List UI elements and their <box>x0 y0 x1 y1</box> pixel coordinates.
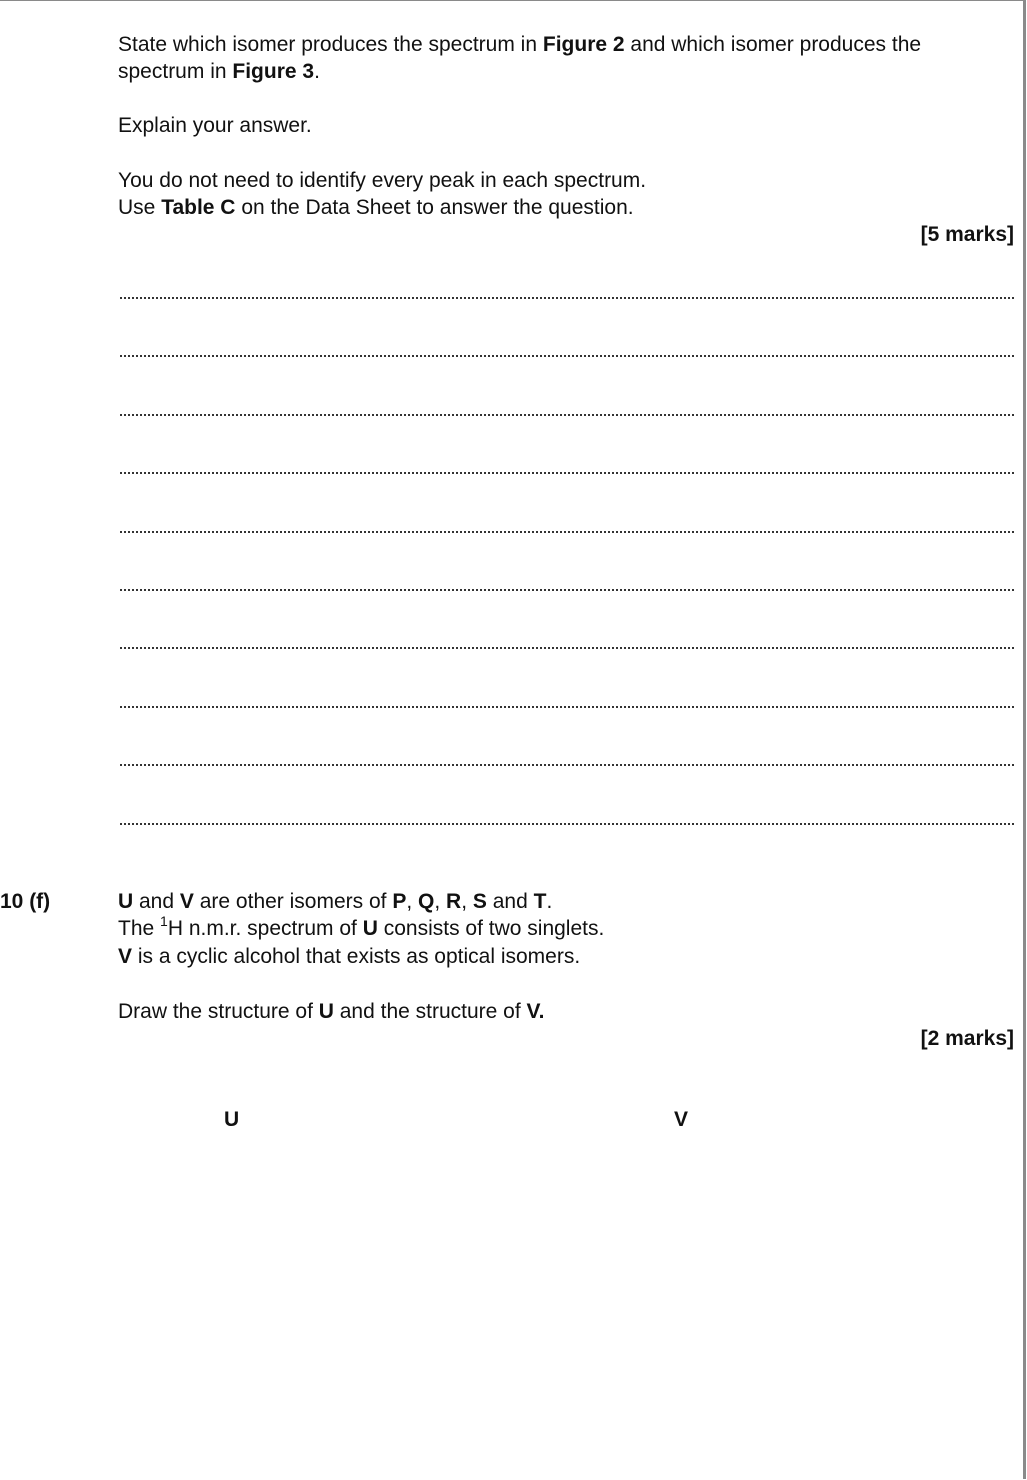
instruction-line-2: spectrum in Figure 3. <box>118 60 320 83</box>
answer-line[interactable] <box>120 355 1014 357</box>
draw-instruction: Draw the structure of U and the structure of V. <box>118 1000 545 1023</box>
marks-2: [2 marks] <box>920 1027 1014 1050</box>
explain-instruction: Explain your answer. <box>118 114 312 137</box>
answer-line[interactable] <box>120 531 1014 533</box>
cyclic-alcohol-statement: V is a cyclic alcohol that exists as optical isomers. <box>118 945 581 968</box>
answer-line[interactable] <box>120 706 1014 708</box>
marks-5: [5 marks] <box>920 223 1014 246</box>
isomers-statement: U and V are other isomers of P, Q, R, S and T. <box>118 890 553 913</box>
answer-line[interactable] <box>120 414 1014 416</box>
answer-line[interactable] <box>120 823 1014 825</box>
data-sheet-note: Use Table C on the Data Sheet to answer the question. <box>118 196 634 219</box>
answer-line[interactable] <box>120 589 1014 591</box>
structure-u-drawing-area[interactable] <box>118 1140 548 1460</box>
nmr-statement: The $^1$H n.m.r. spectrum of U consists of two singlets. <box>118 913 605 940</box>
label-u: U <box>224 1108 240 1131</box>
question-number: 10 (f) <box>0 890 51 913</box>
peak-note: You do not need to identify every peak in each spectrum. <box>118 169 647 192</box>
answer-line[interactable] <box>120 764 1014 766</box>
structure-v-drawing-area[interactable] <box>560 1140 1010 1460</box>
instruction-line-1: State which isomer produces the spectrum in Figure 2 and which isomer produces the <box>118 33 922 56</box>
answer-line[interactable] <box>120 297 1014 299</box>
label-v: V <box>674 1108 689 1131</box>
answer-line[interactable] <box>120 647 1014 649</box>
answer-line[interactable] <box>120 472 1014 474</box>
